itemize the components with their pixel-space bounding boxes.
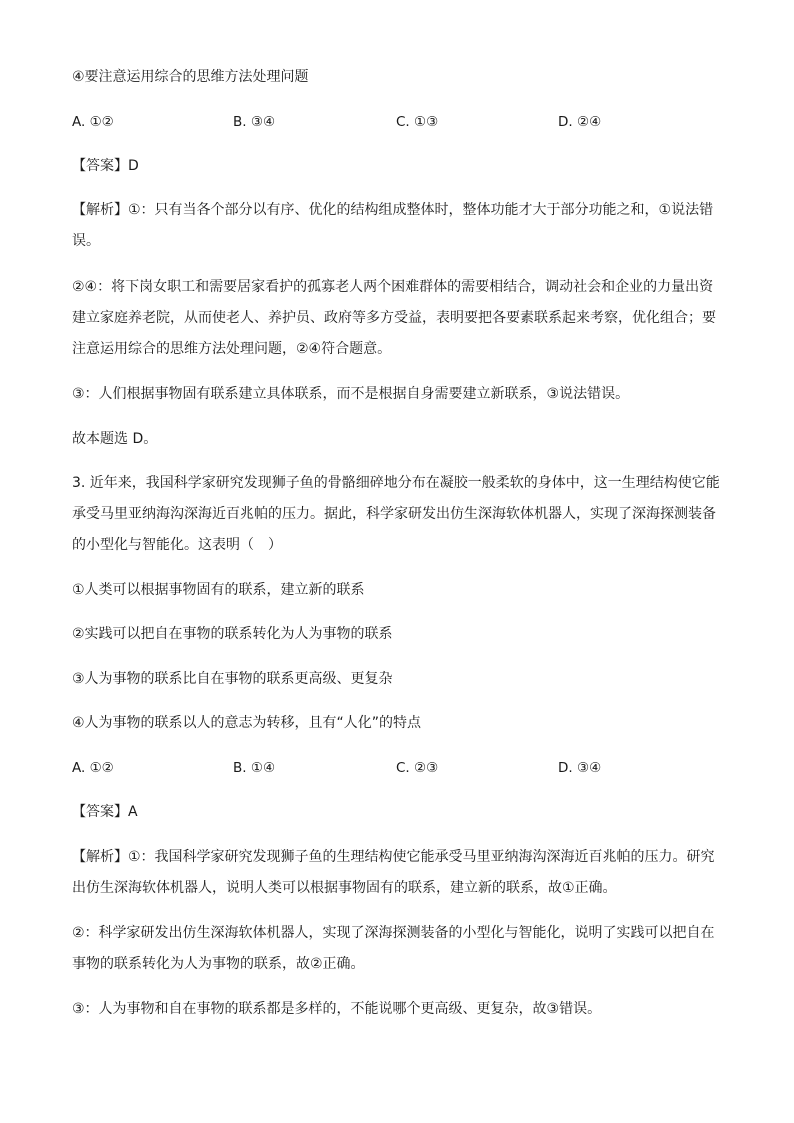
q2-analysis-p2-line3: 注意运用综合的思维方法处理问题，②④符合题意。 [72,341,392,357]
q3-stem-line2: 承受马里亚纳海沟深海近百兆帕的压力。据此，科学家研发出仿生深海软体机器人，实现了深海探测装备 [72,506,716,522]
q2-analysis-p2-line1: ②④：将下岗女职工和需要居家看护的孤寡老人两个困难群体的需要相结合，调动社会和企业的力量出资 [72,279,714,295]
q3-answer [72,803,722,821]
q3-option-c: C. ②③ [396,760,439,776]
q3-statement-2: ②实践可以把自在事物的联系转化为人为事物的联系 [72,626,393,642]
q2-analysis-p2-line2: 建立家庭养老院，从而使老人、养护员、政府等多方受益，表明要把各要素联系起来考察，优化组合；要 [72,310,716,326]
q3-option-a: A. ①② [72,760,114,776]
q3-statement-4: ④人为事物的联系以人的意志为转移，且有“人化”的特点 [72,715,422,731]
q2-analysis-p1-line1 [72,201,722,219]
q2-option-b: B. ③④ [233,114,276,130]
q2-conclusion: 故本题选 D。 [72,431,158,447]
q2-statement-4: ④要注意运用综合的思维方法处理问题 [72,69,309,85]
q2-answer [72,157,722,175]
answer-tag: 【答案】 [72,158,128,174]
analysis-tag: 【解析】 [72,849,128,865]
q3-statement-1: ①人类可以根据事物固有的联系，建立新的联系 [72,582,365,598]
q2-option-c: C. ①③ [396,114,439,130]
analysis-text: ①：我国科学家研究发现狮子鱼的生理结构使它能承受马里亚纳海沟深海近百兆帕的压力。研究 [128,849,715,865]
q2-option-a: A. ①② [72,114,114,130]
q3-analysis-p3: ③：人为事物和自在事物的联系都是多样的，不能说哪个更高级、更复杂，故③错误。 [72,1001,602,1017]
q3-stem-line3: 的小型化与智能化。这表明（ ） [72,537,282,553]
q3-statement-3: ③人为事物的联系比自在事物的联系更高级、更复杂 [72,671,393,687]
q2-option-d: D. ②④ [558,114,602,130]
q3-option-d: D. ③④ [558,760,602,776]
q3-analysis-p1-line2: 出仿生深海软体机器人，说明人类可以根据事物固有的联系，建立新的联系，故①正确。 [72,880,617,896]
answer-value: D [128,158,139,174]
answer-tag: 【答案】 [72,804,128,820]
analysis-text: ①：只有当各个部分以有序、优化的结构组成整体时，整体功能才大于部分功能之和，①说法错 [128,202,714,218]
q3-analysis-p1-line1 [72,848,722,866]
analysis-tag: 【解析】 [72,202,128,218]
q3-stem-line1: 3. 近年来，我国科学家研究发现狮子鱼的骨骼细碎地分布在凝胶一般柔软的身体中，这一生理结构使它能 [72,475,720,491]
q3-option-b: B. ①④ [233,760,276,776]
q3-analysis-p2-line1: ②：科学家研发出仿生深海软体机器人，实现了深海探测装备的小型化与智能化，说明了实践可以把自在 [72,925,715,941]
q2-analysis-p3: ③：人们根据事物固有联系建立具体联系，而不是根据自身需要建立新联系，③说法错误。 [72,386,630,402]
q2-analysis-p1-line2: 误。 [72,233,100,249]
q3-analysis-p2-line2: 事物的联系转化为人为事物的联系，故②正确。 [72,956,365,972]
answer-value: A [128,804,138,820]
